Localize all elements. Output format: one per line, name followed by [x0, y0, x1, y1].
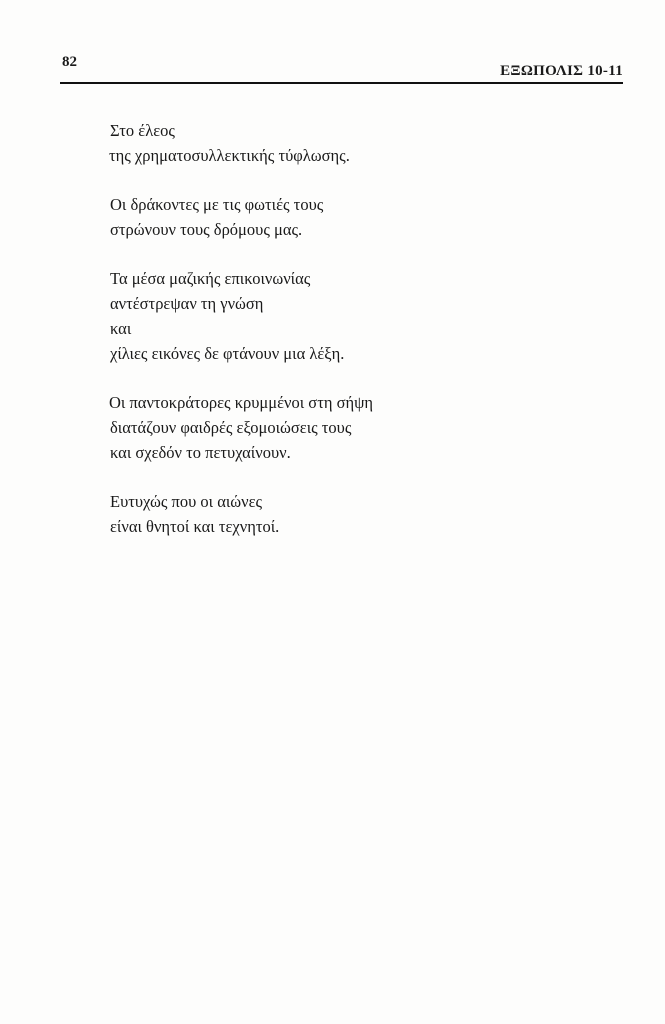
- stanza: [110, 390, 470, 465]
- stanza: [110, 266, 470, 366]
- stanza: [110, 489, 470, 539]
- poem-line: Ευτυχώς που οι αιώνες: [110, 492, 263, 511]
- poem-line: και σχεδόν το πετυχαίνουν.: [110, 443, 291, 462]
- running-title: ΕΞΩΠΟΛΙΣ 10-11: [500, 63, 623, 79]
- poem-line: Οι δράκοντες με τις φωτιές τους: [110, 195, 324, 214]
- poem-line: στρώνουν τους δρόμους μας.: [110, 220, 303, 239]
- header-rule: [60, 82, 623, 84]
- stanza: [110, 118, 470, 168]
- poem-body: [110, 118, 470, 563]
- poem-line: διατάζουν φαιδρές εξομοιώσεις τους: [110, 418, 352, 437]
- stanza: [110, 192, 470, 242]
- poem-line: Στο έλεος: [110, 121, 175, 140]
- poem-line: είναι θνητοί και τεχνητοί.: [110, 517, 280, 536]
- poem-line: της χρηματοσυλλεκτικής τύφλωσης.: [109, 146, 350, 165]
- poem-line: και: [110, 319, 132, 338]
- poem-line: χίλιες εικόνες δε φτάνουν μια λέξη.: [110, 344, 345, 363]
- page-number: 82: [62, 54, 77, 70]
- poem-line: Τα μέσα μαζικής επικοινωνίας: [110, 269, 311, 288]
- poem-line: αντέστρεψαν τη γνώση: [110, 294, 264, 313]
- page-header: [60, 54, 623, 84]
- poem-line: Οι παντοκράτορες κρυμμένοι στη σήψη: [109, 393, 374, 412]
